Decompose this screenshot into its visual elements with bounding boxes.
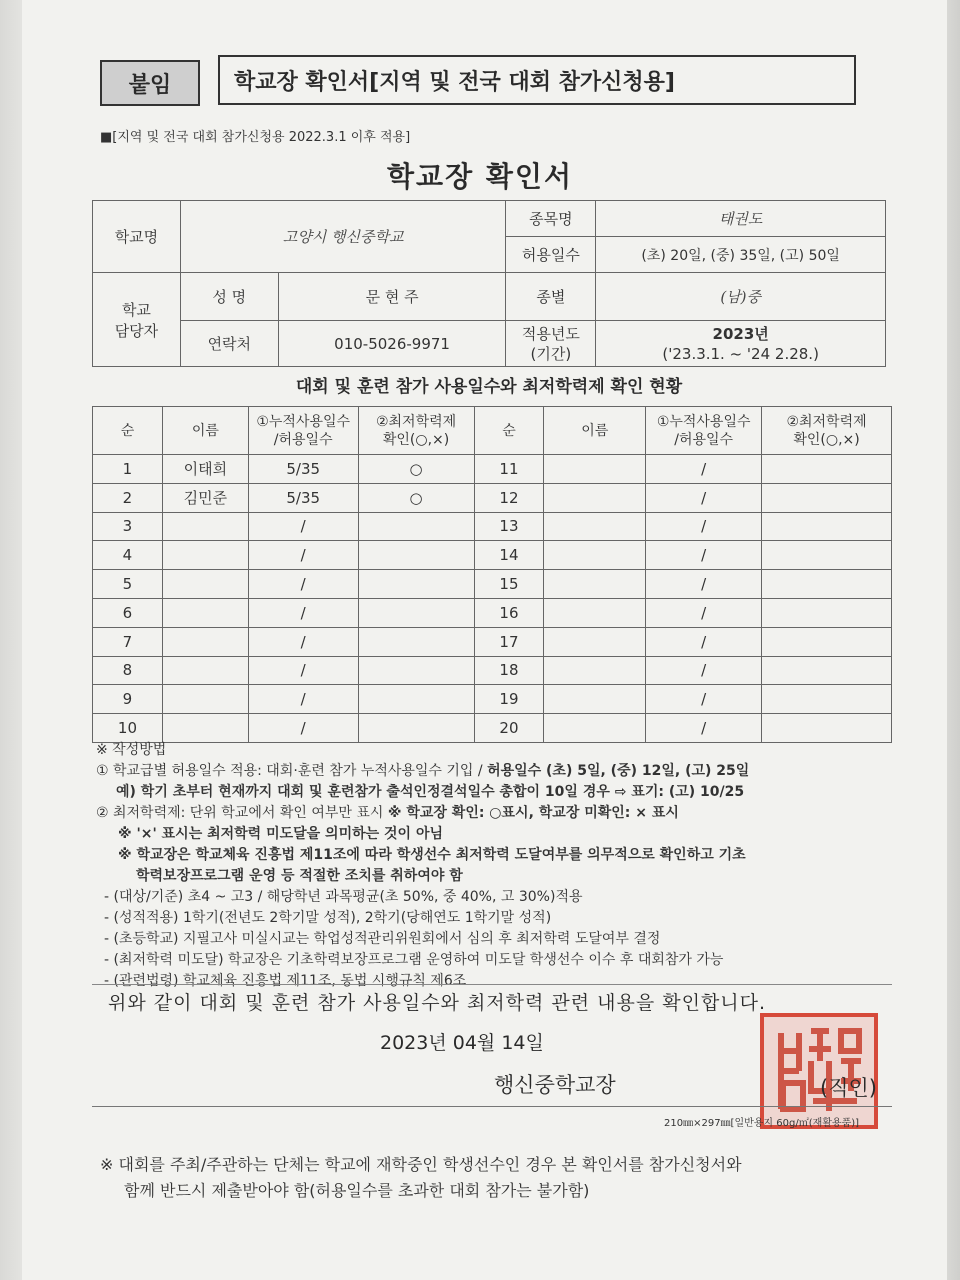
row-no-2: 12 <box>474 483 544 512</box>
table-row <box>93 541 892 570</box>
row-check: ○ <box>358 483 474 512</box>
row-check-2 <box>762 512 892 541</box>
row-no: 2 <box>93 483 163 512</box>
row-days: 5/35 <box>248 455 358 484</box>
col-check <box>358 407 474 455</box>
year-label <box>506 321 596 367</box>
method-line-10: - (최저학력 미도달) 학교장은 기초학력보장프로그램 운영하여 미도달 학생선수 이수 후 대회참가 가능 <box>104 952 724 968</box>
category-label: 종별 <box>506 273 596 321</box>
col-days-2 <box>646 407 762 455</box>
row-name-2 <box>544 483 646 512</box>
row-no: 9 <box>93 685 163 714</box>
row-days-2: / <box>646 685 762 714</box>
row-days-2: / <box>646 656 762 685</box>
row-name-2 <box>544 512 646 541</box>
table-row <box>93 685 892 714</box>
row-check-2 <box>762 483 892 512</box>
confirmation-statement: 위와 같이 대회 및 훈련 참가 사용일수와 최저학력 관련 내용을 확인합니다. <box>108 992 767 1014</box>
row-no-2: 20 <box>474 714 544 743</box>
row-check-2 <box>762 541 892 570</box>
row-no-2: 16 <box>474 598 544 627</box>
row-days-2: / <box>646 455 762 484</box>
col-days-line2: /허용일수 <box>273 431 333 448</box>
allowed-days-label: 허용일수 <box>506 237 596 273</box>
name-label: 성 명 <box>180 273 278 321</box>
row-name <box>162 598 248 627</box>
row-no-2: 17 <box>474 627 544 656</box>
table-header-row <box>93 407 892 455</box>
row-name <box>162 570 248 599</box>
row-name-2 <box>544 570 646 599</box>
method-line-11: - (관련법령) 학교체육 진흥법 제11조, 동법 시행규칙 제6조 <box>104 973 467 989</box>
method-line-3 <box>96 803 896 824</box>
method-line-1 <box>96 761 896 782</box>
col-name-2: 이름 <box>544 407 646 455</box>
row-check <box>358 656 474 685</box>
row-days: 5/35 <box>248 483 358 512</box>
row-name <box>162 627 248 656</box>
table-row <box>93 483 892 512</box>
row-name-2 <box>544 627 646 656</box>
manager-label-line2: 담당자 <box>114 321 159 340</box>
row-no: 7 <box>93 627 163 656</box>
row-name-2 <box>544 455 646 484</box>
row-days: / <box>248 512 358 541</box>
row-no: 4 <box>93 541 163 570</box>
col-name: 이름 <box>162 407 248 455</box>
col-days-2-line2: /허용일수 <box>674 431 734 448</box>
period-value: ('23.3.1. ~ '24 2.28.) <box>662 344 819 363</box>
table-row <box>93 512 892 541</box>
col-days <box>248 407 358 455</box>
table-row <box>93 455 892 484</box>
row-check <box>358 685 474 714</box>
table-row <box>93 570 892 599</box>
method-line-8: - (성적적용) 1학기(전년도 2학기말 성적), 2학기(당해연도 1학기말 성적) <box>104 910 552 926</box>
row-name-2 <box>544 541 646 570</box>
method-line-1b: 허용일수 (초) 5일, (중) 12일, (고) 25일 <box>487 763 750 779</box>
row-name-2 <box>544 656 646 685</box>
row-days: / <box>248 627 358 656</box>
row-no-2: 18 <box>474 656 544 685</box>
row-days-2: / <box>646 714 762 743</box>
sport-label: 종목명 <box>506 201 596 237</box>
principal-title: 행신중학교장 <box>494 1073 616 1097</box>
seal-label: (직인) <box>820 1076 877 1100</box>
school-label: 학교명 <box>93 201 181 273</box>
manager-label-line1: 학교 <box>121 300 151 319</box>
row-name <box>162 714 248 743</box>
row-no: 1 <box>93 455 163 484</box>
row-days: / <box>248 656 358 685</box>
attachment-title-text: 학교장 확인서[지역 및 전국 대회 참가신청용] <box>234 69 675 95</box>
method-line-3b: ※ 학교장 확인: ○표시, 학교장 미확인: × 표시 <box>387 805 679 821</box>
method-title: ※ 작성방법 <box>96 742 167 758</box>
applicability-notice: ■[지역 및 전국 대회 참가신청용 2022.3.1 이후 적용] <box>100 130 411 145</box>
col-check-line1: ②최저학력제 <box>375 413 457 430</box>
row-check-2 <box>762 598 892 627</box>
row-check <box>358 570 474 599</box>
method-line-9: - (초등학교) 지필고사 미실시교는 학업성적관리위원회에서 심의 후 최저학력 도달여부 결정 <box>104 931 661 947</box>
row-days: / <box>248 685 358 714</box>
row-name-2 <box>544 685 646 714</box>
manager-label <box>93 273 181 367</box>
row-name <box>162 512 248 541</box>
table-row <box>93 714 892 743</box>
contact-label: 연락처 <box>180 321 278 367</box>
col-no-2: 순 <box>474 407 544 455</box>
row-check <box>358 627 474 656</box>
row-days-2: / <box>646 598 762 627</box>
col-days-2-line1: ①누적사용일수 <box>656 413 751 430</box>
row-days: / <box>248 570 358 599</box>
row-name <box>162 685 248 714</box>
row-name: 김민준 <box>162 483 248 512</box>
year-label-line2: (기간) <box>530 344 572 363</box>
row-days-2: / <box>646 627 762 656</box>
method-line-4: ※ '×' 표시는 최저학력 미도달을 의미하는 것이 아님 <box>118 826 443 842</box>
row-check-2 <box>762 455 892 484</box>
official-seal <box>760 1013 878 1129</box>
sport-value: 태권도 <box>596 201 886 237</box>
name-value: 문 현 주 <box>278 273 506 321</box>
row-check <box>358 714 474 743</box>
row-no: 8 <box>93 656 163 685</box>
row-check-2 <box>762 570 892 599</box>
row-days-2: / <box>646 483 762 512</box>
col-no: 순 <box>93 407 163 455</box>
row-check-2 <box>762 656 892 685</box>
row-days-2: / <box>646 541 762 570</box>
year-label-line1: 적용년도 <box>521 324 580 343</box>
row-days: / <box>248 598 358 627</box>
row-check-2 <box>762 714 892 743</box>
method-line-6: 학력보장프로그램 운영 등 적절한 조치를 취하여야 함 <box>136 868 463 884</box>
footer-note <box>100 1152 900 1204</box>
row-no-2: 15 <box>474 570 544 599</box>
method-line-1a: ① 학교급별 허용일수 적용: 대회·훈련 참가 누적사용일수 기입 / <box>96 763 488 779</box>
row-check-2 <box>762 627 892 656</box>
contact-value: 010-5026-9971 <box>278 321 506 367</box>
row-name-2 <box>544 598 646 627</box>
row-no: 5 <box>93 570 163 599</box>
divider-bottom <box>92 1106 892 1107</box>
row-name-2 <box>544 714 646 743</box>
category-value: (남)중 <box>596 273 886 321</box>
footer-line-2: 함께 반드시 제출받아야 함(허용일수를 초과한 대회 참가는 불가함) <box>124 1181 590 1200</box>
table-row <box>93 598 892 627</box>
row-check <box>358 598 474 627</box>
row-days: / <box>248 714 358 743</box>
col-check-line2: 확인(○,×) <box>382 431 450 448</box>
row-no-2: 11 <box>474 455 544 484</box>
year-value: 2023년 <box>712 324 769 343</box>
method-line-7: - (대상/기준) 초4 ~ 고3 / 해당학년 과목평균(초 50%, 중 40%, 고 30%)적용 <box>104 889 583 905</box>
allowed-days-value: (초) 20일, (중) 35일, (고) 50일 <box>596 237 886 273</box>
row-name <box>162 541 248 570</box>
col-check-2 <box>762 407 892 455</box>
row-name <box>162 656 248 685</box>
participation-table <box>92 406 892 743</box>
confirmation-date: 2023년 04월 14일 <box>380 1032 544 1054</box>
table-row <box>93 627 892 656</box>
table-row <box>93 656 892 685</box>
method-line-2: 예) 학기 초부터 현재까지 대회 및 훈련참가 출석인정결석일수 총합이 10일 경우 ⇨ 표기: (고) 10/25 <box>116 784 745 800</box>
row-days-2: / <box>646 512 762 541</box>
row-check <box>358 541 474 570</box>
row-days: / <box>248 541 358 570</box>
row-no-2: 14 <box>474 541 544 570</box>
attachment-label: 붙임 <box>100 60 200 106</box>
year-value-cell <box>596 321 886 367</box>
row-no-2: 19 <box>474 685 544 714</box>
row-check <box>358 512 474 541</box>
school-value: 고양시 행신중학교 <box>180 201 506 273</box>
row-name: 이태희 <box>162 455 248 484</box>
method-line-5: ※ 학교장은 학교체육 진흥법 제11조에 따라 학생선수 최저학력 도달여부를 의무적으로 확인하고 기초 <box>118 847 746 863</box>
info-table <box>92 200 886 367</box>
col-check-2-line1: ②최저학력제 <box>786 413 867 430</box>
col-check-2-line2: 확인(○,×) <box>793 431 860 448</box>
row-no: 3 <box>93 512 163 541</box>
col-days-line1: ①누적사용일수 <box>256 413 351 430</box>
row-check-2 <box>762 685 892 714</box>
paper-size-note: 210㎜×297㎜[일반용지 60g/㎡(재활용품)] <box>664 1118 860 1129</box>
row-no: 6 <box>93 598 163 627</box>
footer-line-1: ※ 대회를 주최/주관하는 단체는 학교에 재학중인 학생선수인 경우 본 확인서를 참가신청서와 <box>100 1155 742 1174</box>
method-line-3a: ② 최저학력제: 단위 학교에서 확인 여부만 표시 <box>96 805 388 821</box>
row-check: ○ <box>358 455 474 484</box>
divider <box>92 984 892 985</box>
section-heading: 대회 및 훈련 참가 사용일수와 최저학력제 확인 현황 <box>295 377 683 397</box>
row-no: 10 <box>93 714 163 743</box>
row-no-2: 13 <box>474 512 544 541</box>
document-title: 학교장 확인서 <box>386 160 574 193</box>
writing-instructions <box>96 740 896 992</box>
row-days-2: / <box>646 570 762 599</box>
attachment-title <box>218 55 856 105</box>
